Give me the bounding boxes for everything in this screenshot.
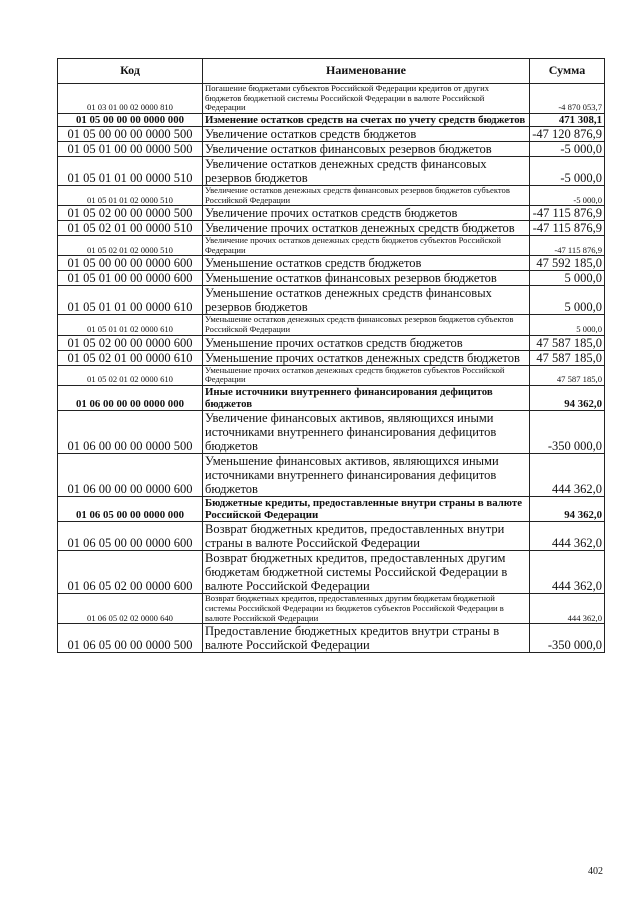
row-sum: -350 000,0 <box>530 411 605 454</box>
row-name: Уменьшение остатков денежных средств финансовых резервов бюджетов <box>203 286 530 315</box>
row-name: Возврат бюджетных кредитов, предоставленных другим бюджетам бюджетной системы Российской Федерации из бюджетов субъектов Российской Федерации в валюте Российской Федерации <box>203 594 530 624</box>
table-row <box>58 236 605 256</box>
table-header-row <box>58 59 605 84</box>
row-code: 01 06 05 00 00 0000 600 <box>58 522 203 551</box>
row-name: Уменьшение остатков финансовых резервов бюджетов <box>203 271 530 286</box>
row-name: Увеличение прочих остатков средств бюджетов <box>203 206 530 221</box>
row-sum: 444 362,0 <box>530 454 605 497</box>
table-row <box>58 350 605 365</box>
row-name: Увеличение остатков средств бюджетов <box>203 126 530 141</box>
row-sum: 5 000,0 <box>530 286 605 315</box>
table-row <box>58 522 605 551</box>
row-sum: -350 000,0 <box>530 624 605 653</box>
row-name: Возврат бюджетных кредитов, предоставленных внутри страны в валюте Российской Федерации <box>203 522 530 551</box>
row-sum: 444 362,0 <box>530 522 605 551</box>
table-row <box>58 113 605 126</box>
table-row <box>58 454 605 497</box>
row-sum: 444 362,0 <box>530 594 605 624</box>
row-code: 01 05 01 01 02 0000 510 <box>58 185 203 205</box>
header-sum: Сумма <box>530 59 605 84</box>
header-name: Наименование <box>203 59 530 84</box>
row-name: Увеличение остатков финансовых резервов бюджетов <box>203 141 530 156</box>
row-code: 01 05 02 00 00 0000 500 <box>58 206 203 221</box>
row-name: Уменьшение остатков денежных средств финансовых резервов бюджетов субъектов Российской Федерации <box>203 315 530 335</box>
row-sum: -5 000,0 <box>530 141 605 156</box>
row-name: Увеличение остатков денежных средств финансовых резервов бюджетов субъектов Российской Федерации <box>203 185 530 205</box>
table-row <box>58 315 605 335</box>
row-code: 01 06 00 00 00 0000 500 <box>58 411 203 454</box>
table-row <box>58 84 605 114</box>
row-code: 01 06 05 00 00 0000 500 <box>58 624 203 653</box>
row-name: Увеличение прочих остатков денежных средств бюджетов <box>203 221 530 236</box>
table-row <box>58 271 605 286</box>
table-row <box>58 126 605 141</box>
row-code: 01 06 05 00 00 0000 000 <box>58 497 203 522</box>
row-name: Уменьшение остатков средств бюджетов <box>203 256 530 271</box>
table-row <box>58 551 605 594</box>
row-sum: -4 870 053,7 <box>530 84 605 114</box>
row-sum: 5 000,0 <box>530 315 605 335</box>
table-row <box>58 256 605 271</box>
row-code: 01 06 00 00 00 0000 000 <box>58 385 203 410</box>
row-code: 01 05 00 00 00 0000 500 <box>58 126 203 141</box>
row-code: 01 05 01 00 00 0000 600 <box>58 271 203 286</box>
row-code: 01 05 02 01 00 0000 610 <box>58 350 203 365</box>
row-code: 01 06 05 02 02 0000 640 <box>58 594 203 624</box>
row-name: Возврат бюджетных кредитов, предоставленных другим бюджетам бюджетной системы Российской Федерации в валюте Российской Федерации <box>203 551 530 594</box>
row-code: 01 05 02 00 00 0000 600 <box>58 335 203 350</box>
budget-sources-table <box>57 58 605 653</box>
row-sum: -47 115 876,9 <box>530 236 605 256</box>
row-sum: -5 000,0 <box>530 156 605 185</box>
row-code: 01 05 00 00 00 0000 000 <box>58 113 203 126</box>
row-sum: -47 115 876,9 <box>530 221 605 236</box>
row-name: Бюджетные кредиты, предоставленные внутри страны в валюте Российской Федерации <box>203 497 530 522</box>
table-row <box>58 624 605 653</box>
row-code: 01 06 00 00 00 0000 600 <box>58 454 203 497</box>
table-row <box>58 185 605 205</box>
row-sum: 94 362,0 <box>530 385 605 410</box>
header-code: Код <box>58 59 203 84</box>
row-name: Уменьшение прочих остатков средств бюджетов <box>203 335 530 350</box>
row-sum: 471 308,1 <box>530 113 605 126</box>
table-row <box>58 365 605 385</box>
row-code: 01 05 02 01 02 0000 610 <box>58 365 203 385</box>
row-name: Увеличение финансовых активов, являющихся иными источниками внутреннего финансирования дефицитов бюджетов <box>203 411 530 454</box>
row-code: 01 03 01 00 02 0000 810 <box>58 84 203 114</box>
row-sum: 47 592 185,0 <box>530 256 605 271</box>
table-row <box>58 156 605 185</box>
row-sum: -47 115 876,9 <box>530 206 605 221</box>
table-row <box>58 221 605 236</box>
row-sum: 94 362,0 <box>530 497 605 522</box>
table-row <box>58 141 605 156</box>
table-row <box>58 286 605 315</box>
row-code: 01 05 00 00 00 0000 600 <box>58 256 203 271</box>
table-row <box>58 594 605 624</box>
row-name: Изменение остатков средств на счетах по учету средств бюджетов <box>203 113 530 126</box>
row-code: 01 05 02 01 00 0000 510 <box>58 221 203 236</box>
row-sum: 47 587 185,0 <box>530 350 605 365</box>
row-code: 01 05 01 01 00 0000 610 <box>58 286 203 315</box>
row-code: 01 05 02 01 02 0000 510 <box>58 236 203 256</box>
table-row <box>58 206 605 221</box>
row-name: Погашение бюджетами субъектов Российской Федерации кредитов от других бюджетов бюджетной системы Российской Федерации в валюте Российской Федерации <box>203 84 530 114</box>
row-sum: 444 362,0 <box>530 551 605 594</box>
row-name: Уменьшение прочих остатков денежных средств бюджетов субъектов Российской Федерации <box>203 365 530 385</box>
table-row <box>58 335 605 350</box>
row-sum: 47 587 185,0 <box>530 335 605 350</box>
row-code: 01 05 01 01 02 0000 610 <box>58 315 203 335</box>
row-name: Увеличение остатков денежных средств финансовых резервов бюджетов <box>203 156 530 185</box>
row-code: 01 05 01 01 00 0000 510 <box>58 156 203 185</box>
page-number: 402 <box>588 866 603 877</box>
table-row <box>58 385 605 410</box>
row-name: Увеличение прочих остатков денежных средств бюджетов субъектов Российской Федерации <box>203 236 530 256</box>
row-name: Уменьшение прочих остатков денежных средств бюджетов <box>203 350 530 365</box>
row-name: Уменьшение финансовых активов, являющихся иными источниками внутреннего финансирования дефицитов бюджетов <box>203 454 530 497</box>
row-code: 01 06 05 02 00 0000 600 <box>58 551 203 594</box>
row-sum: -5 000,0 <box>530 185 605 205</box>
row-sum: -47 120 876,9 <box>530 126 605 141</box>
row-code: 01 05 01 00 00 0000 500 <box>58 141 203 156</box>
row-name: Иные источники внутреннего финансирования дефицитов бюджетов <box>203 385 530 410</box>
row-name: Предоставление бюджетных кредитов внутри страны в валюте Российской Федерации <box>203 624 530 653</box>
table-row <box>58 411 605 454</box>
table-row <box>58 497 605 522</box>
row-sum: 47 587 185,0 <box>530 365 605 385</box>
row-sum: 5 000,0 <box>530 271 605 286</box>
